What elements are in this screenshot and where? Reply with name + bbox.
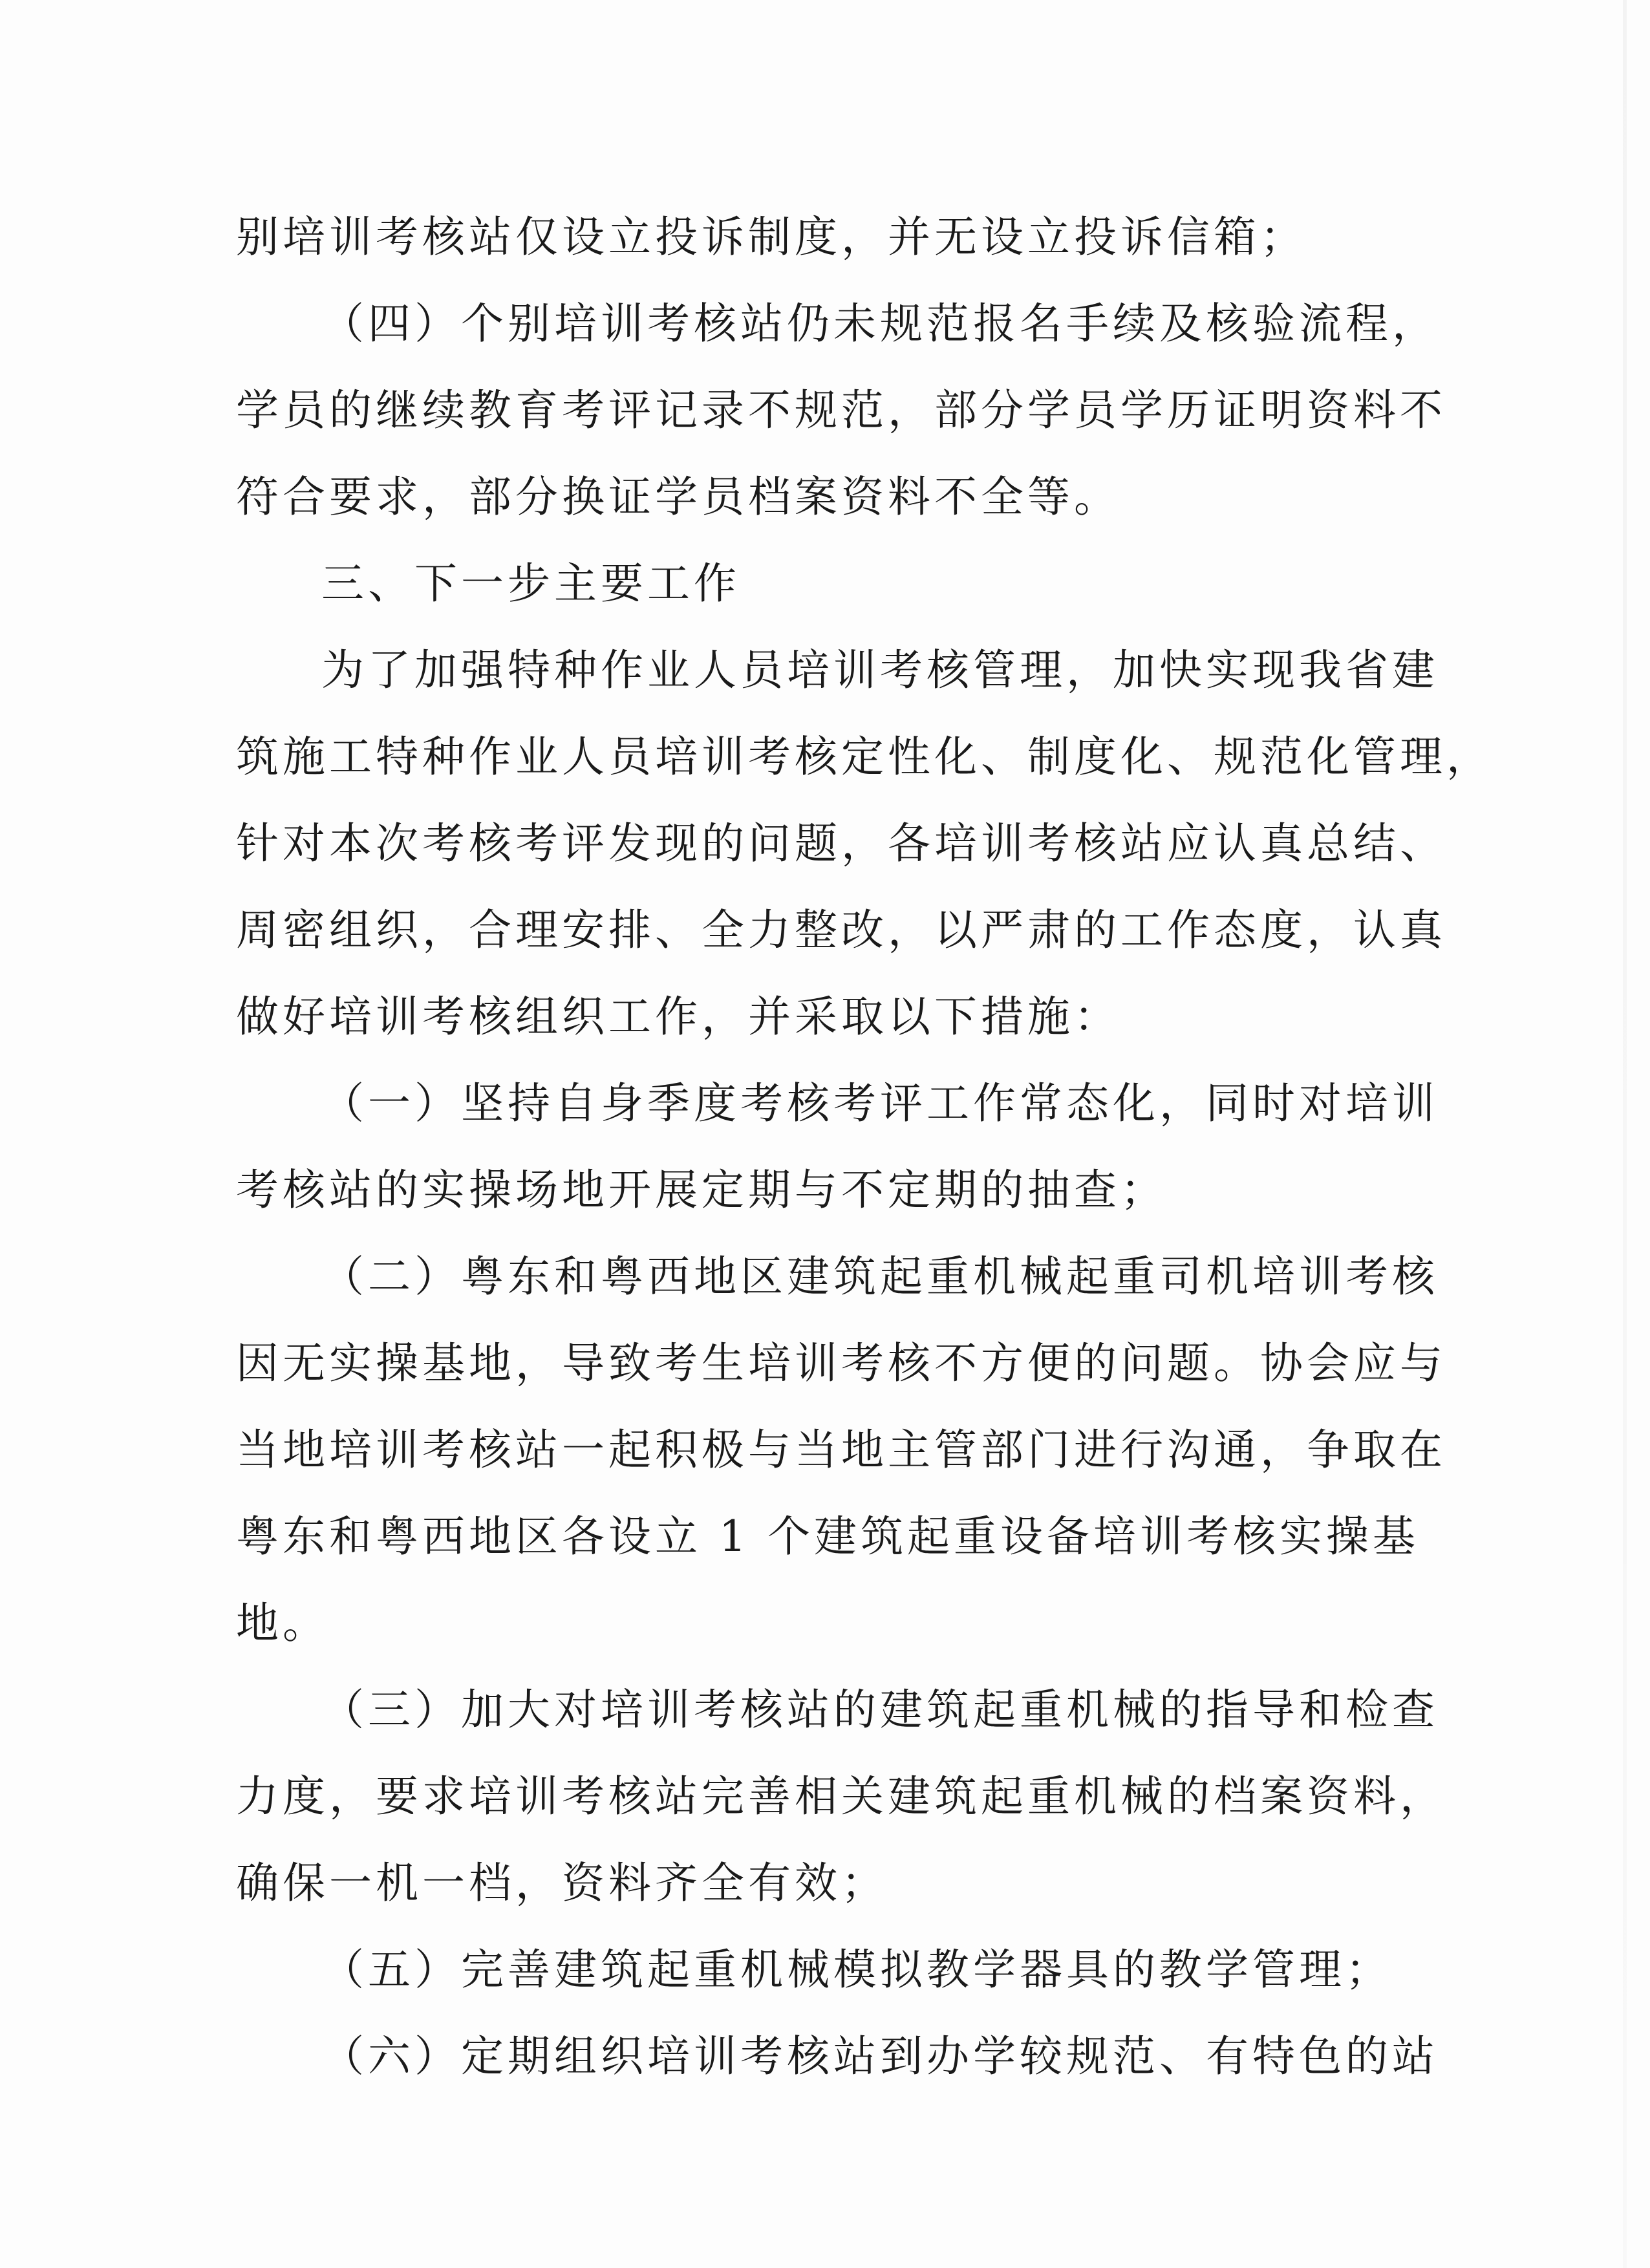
text-line: 周密组织，合理安排、全力整改，以严肃的工作态度，认真 (236, 905, 1446, 955)
text-line: 因无实操基地，导致考生培训考核不方便的问题。协会应与 (236, 1338, 1446, 1388)
text-line: 符合要求，部分换证学员档案资料不全等。 (236, 472, 1120, 522)
text-line: 筑施工特种作业人员培训考核定性化、制度化、规范化管理， (236, 732, 1493, 782)
text-line: 粤东和粤西地区各设立 1 个建筑起重设备培训考核实操基 (236, 1512, 1419, 1561)
text-line: 当地培训考核站一起积极与当地主管部门进行沟通，争取在 (236, 1425, 1446, 1475)
text-line: （三）加大对培训考核站的建筑起重机械的指导和检查 (321, 1685, 1439, 1735)
text-line: 力度，要求培训考核站完善相关建筑起重机械的档案资料， (236, 1771, 1446, 1821)
text-line: 学员的继续教育考评记录不规范，部分学员学历证明资料不 (236, 385, 1446, 435)
text-line: 做好培训考核组织工作，并采取以下措施： (236, 992, 1120, 1042)
text-line: 确保一机一档，资料齐全有效； (236, 1858, 888, 1908)
text-line: 别培训考核站仅设立投诉制度，并无设立投诉信箱； (236, 212, 1307, 262)
text-line: （五）完善建筑起重机械模拟教学器具的教学管理； (321, 1945, 1392, 1995)
text-line: （四）个别培训考核站仍未规范报名手续及核验流程， (321, 299, 1439, 348)
text-line: 地。 (236, 1598, 329, 1648)
text-line: （六）定期组织培训考核站到办学较规范、有特色的站 (321, 2031, 1439, 2081)
text-line: 针对本次考核考评发现的问题，各培训考核站应认真总结、 (236, 818, 1446, 868)
scan-edge-shadow (1623, 0, 1627, 2268)
section-heading: 三、下一步主要工作 (321, 559, 740, 608)
text-line: （一）坚持自身季度考核考评工作常态化，同时对培训 (321, 1078, 1439, 1128)
text-line: 为了加强特种作业人员培训考核管理，加快实现我省建 (321, 645, 1439, 695)
text-line: （二）粤东和粤西地区建筑起重机械起重司机培训考核 (321, 1252, 1439, 1301)
document-body (236, 194, 1493, 2100)
text-line: 考核站的实操场地开展定期与不定期的抽查； (236, 1165, 1167, 1215)
